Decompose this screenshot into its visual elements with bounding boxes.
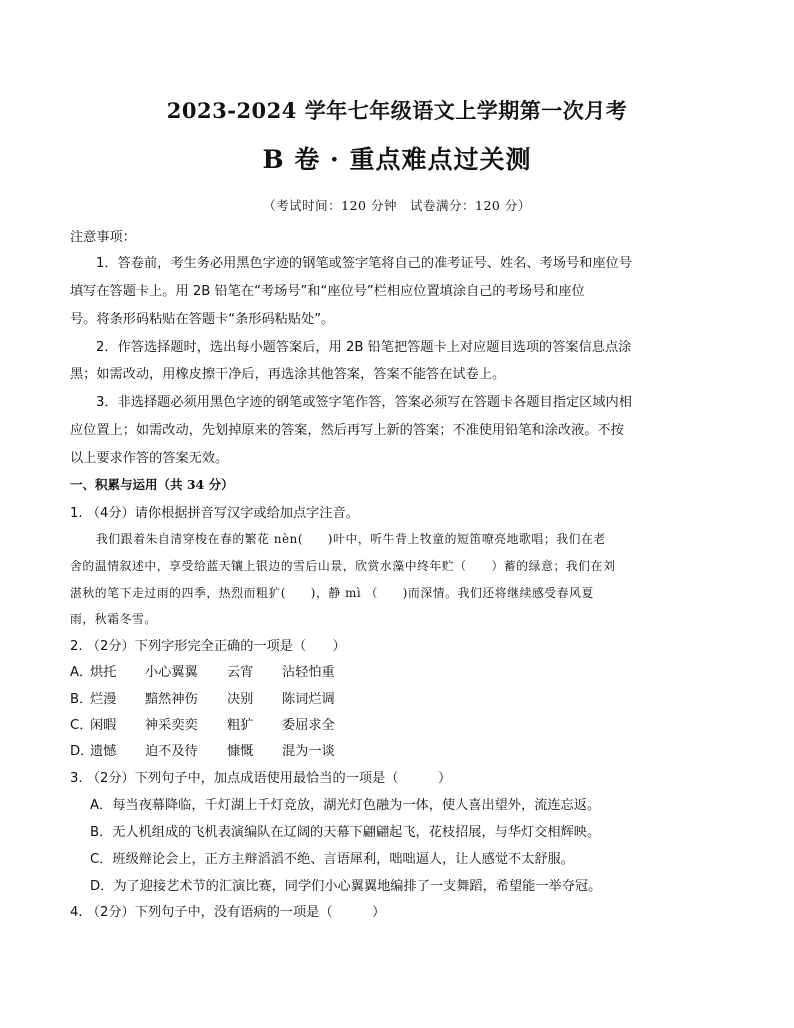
question-stem: 1. （4分）请你根据拼音写汉字或给加点字注音。 — [70, 506, 359, 521]
option-label: D． — [70, 744, 94, 759]
notes-line: 2．作答选择题时，选出每小题答案后，用 2B 铅笔把答题卡上对应题目选项的答案信息点涂 — [96, 340, 632, 355]
passage-line: 湛秋的笔下走过雨的四季，热烈而粗犷( )，静 mì （ )而深情。我们还将继续感受春风夏 — [70, 586, 594, 600]
q3-option: C．班级辩论会上，正方主辩滔滔不绝、言语犀利，咄咄逼人，让人感觉不太舒服。 — [90, 852, 574, 867]
passage-line: 雨，秋霜冬雪。 — [70, 612, 157, 626]
option-word: 慷慨 — [227, 744, 254, 759]
option-word: 迫不及待 — [145, 744, 198, 759]
exam-info: （考试时间：120 分钟 试卷满分：120 分） — [263, 198, 531, 213]
q3-option: A．每当夜幕降临，千灯湖上千灯竞放，湖光灯色融为一体，使人喜出望外，流连忘返。 — [90, 798, 601, 813]
notes-line: 号。将条形码粘贴在答题卡“条形码粘贴处”。 — [70, 312, 335, 327]
passage-line: 舍的温情叙述中，享受给蓝天镶上银边的雪后山景，欣赏水藻中终年贮（ ）蓄的绿意；我们在刘 — [70, 559, 616, 573]
option-word: 闲暇 — [90, 718, 117, 733]
option-label: B． — [70, 692, 93, 707]
option-word: 烘托 — [90, 665, 117, 680]
option-word: 云宵 — [227, 665, 254, 680]
notes-line: 3．非选择题必须用黑色字迹的钢笔或签字笔作答，答案必须写在答题卡各题目指定区域内相 — [96, 395, 632, 410]
question-stem: 3. （2分）下列句子中，加点成语使用最恰当的一项是（ ） — [70, 771, 452, 786]
option-word: 黯然神伤 — [145, 692, 198, 707]
notes-line: 填写在答题卡上。用 2B 铅笔在“考场号”和“座位号”栏相应位置填涂自己的考场号和座位 — [70, 284, 585, 299]
option-word: 委屈求全 — [282, 718, 335, 733]
notes-line: 黑；如需改动，用橡皮擦干净后，再选涂其他答案，答案不能答在试卷上。 — [70, 367, 506, 382]
option-word: 遗憾 — [90, 744, 117, 759]
question-stem: 2. （2分）下列字形完全正确的一项是（ ） — [70, 639, 346, 654]
notes-line: 应位置上；如需改动，先划掉原来的答案，然后再写上新的答案；不准使用铅笔和涂改液。不按 — [70, 423, 624, 438]
option-word: 混为一谈 — [282, 744, 335, 759]
notes-line: 1．答卷前，考生务必用黑色字迹的钢笔或签字笔将自己的准考证号、姓名、考场号和座位号 — [96, 256, 632, 271]
notes-heading: 注意事项： — [70, 230, 136, 245]
option-word: 烂漫 — [90, 692, 117, 707]
exam-subtitle: B 卷 · 重点难点过关测 — [262, 145, 532, 174]
question-stem: 4. （2分）下列句子中，没有语病的一项是（ ） — [70, 905, 386, 920]
q3-option: D．为了迎接艺术节的汇演比赛，同学们小心翼翼地编排了一支舞蹈，希望能一举夺冠。 — [90, 879, 602, 894]
section-heading: 一、积累与运用（共 34 分） — [70, 477, 234, 492]
option-word: 粗犷 — [227, 718, 254, 733]
option-word: 陈词烂调 — [282, 692, 335, 707]
notes-line: 以上要求作答的答案无效。 — [70, 451, 229, 466]
q3-option: B．无人机组成的飞机表演编队在辽阔的天幕下翩翩起飞，花枝招展，与华灯交相辉映。 — [90, 825, 601, 840]
option-word: 神采奕奕 — [145, 718, 198, 733]
option-word: 沾轻怕重 — [282, 665, 335, 680]
option-word: 决别 — [227, 692, 254, 707]
option-word: 小心翼翼 — [145, 665, 198, 680]
option-label: C． — [70, 718, 93, 733]
exam-title: 2023-2024 学年七年级语文上学期第一次月考 — [166, 98, 628, 123]
passage-line: 我们跟着朱自清穿梭在春的繁花 nèn( )叶中，听牛背上牧童的短笛嘹亮地歌唱；我们在老 — [96, 532, 606, 546]
option-label: A． — [70, 665, 93, 680]
